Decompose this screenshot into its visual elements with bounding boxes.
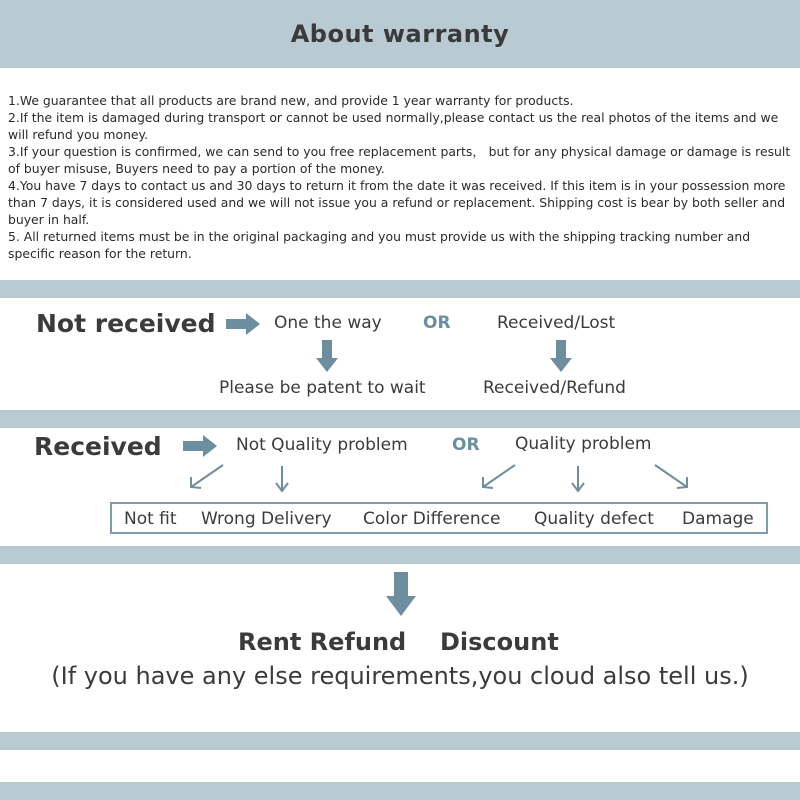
term-4: 4.You have 7 days to contact us and 30 days to return it from the date it was received. If this item is in your possession more than 7 days, it is considered used and we will not issue you a refund or replacement. Shipping cost is bear by both seller and buyer in half. xyxy=(8,178,786,227)
arrow-down-right-icon xyxy=(652,462,692,492)
term-3: 3.If your question is confirmed, we can send to you free replacement parts， but for any physical damage or damage is result of buyer misuse, Buyers need to pay a portion of the money. xyxy=(8,144,791,176)
arrow-right-icon xyxy=(226,313,260,335)
arrow-down-left-icon xyxy=(186,462,226,492)
page-title: About warranty xyxy=(290,20,510,48)
arrow-down-left-icon xyxy=(478,462,518,492)
result-wait: Please be patent to wait xyxy=(219,378,426,398)
divider-band xyxy=(0,732,800,750)
arrow-down-icon xyxy=(550,340,572,372)
term-1: 1.We guarantee that all products are brand new, and provide 1 year warranty for products. xyxy=(8,93,574,108)
requirements-note: (If you have any else requirements,you cloud also tell us.) xyxy=(51,662,749,690)
result-refund: Received/Refund xyxy=(483,378,626,398)
divider-band xyxy=(0,782,800,800)
divider-band xyxy=(0,546,800,564)
rent-refund-label: Rent Refund xyxy=(238,628,407,656)
or-label: OR xyxy=(452,435,480,455)
option-received-lost: Received/Lost xyxy=(497,313,616,333)
divider-band xyxy=(0,410,800,428)
received-heading: Received xyxy=(34,432,162,461)
option-on-the-way: One the way xyxy=(274,313,382,333)
reason-quality-defect: Quality defect xyxy=(534,509,654,529)
option-quality-problem: Quality problem xyxy=(515,434,652,454)
reason-not-fit: Not fit xyxy=(124,509,177,529)
reason-wrong-delivery: Wrong Delivery xyxy=(201,509,332,529)
arrow-down-icon xyxy=(316,340,338,372)
term-2: 2.If the item is damaged during transport or cannot be used normally,please contact us the real photos of the items and we will refund you money. xyxy=(8,110,779,142)
term-5: 5. All returned items must be in the original packaging and you must provide us with the shipping tracking number and specific reason for the return. xyxy=(8,229,751,261)
arrow-down-icon xyxy=(386,572,416,616)
divider-band xyxy=(0,280,800,298)
discount-label: Discount xyxy=(440,628,559,656)
arrow-right-icon xyxy=(183,435,217,457)
warranty-terms xyxy=(8,92,796,262)
arrow-down-icon xyxy=(272,464,292,494)
option-not-quality-problem: Not Quality problem xyxy=(236,435,408,455)
arrow-down-icon xyxy=(568,464,588,494)
reason-damage: Damage xyxy=(682,509,754,529)
or-label: OR xyxy=(423,313,451,333)
warranty-title-bar xyxy=(0,0,800,68)
reasons-box xyxy=(110,502,768,534)
not-received-heading: Not received xyxy=(36,309,216,338)
reason-color-difference: Color Difference xyxy=(363,509,501,529)
